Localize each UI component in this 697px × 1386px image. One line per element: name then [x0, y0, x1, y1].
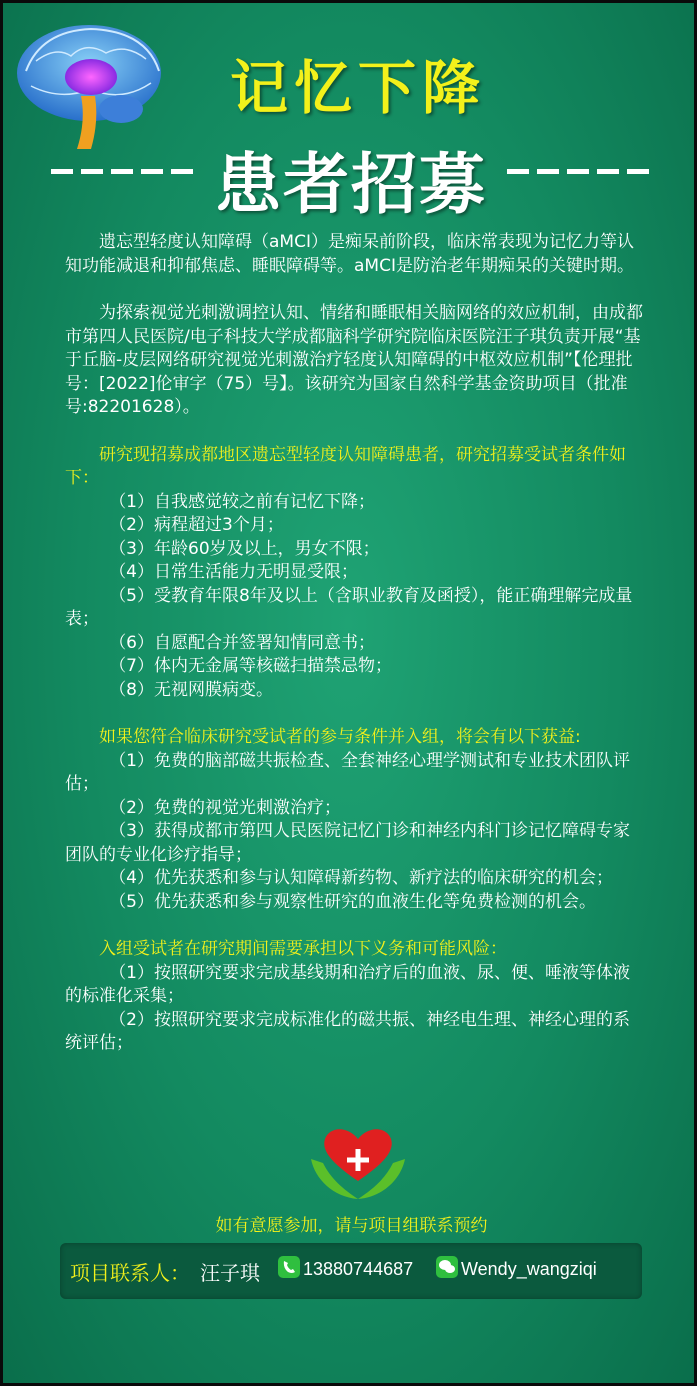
subtitle-row — [51, 131, 651, 223]
dash-divider — [51, 169, 73, 174]
criteria-item: （2）病程超过3个月； — [109, 515, 284, 535]
criteria-item: （7）体内无金属等核磁扫描禁忌物； — [109, 656, 393, 676]
criteria-item: （4）日常生活能力无明显受限； — [109, 562, 359, 582]
obligations-heading: 入组受试者在研究期间需要承担以下义务和可能风险： — [99, 939, 507, 959]
benefit-item: （5）优先获悉和参与观察性研究的血液生化等免费检测的机会。 — [109, 891, 597, 912]
criteria-item: （3）年龄60岁及以上，男女不限； — [109, 538, 380, 559]
phone-icon — [278, 1256, 300, 1278]
call-to-action: 如有意愿参加，请与项目组联系预约 — [215, 1216, 488, 1236]
dash-divider — [171, 169, 193, 174]
criteria-item: （6）自愿配合并签署知情同意书； — [109, 632, 376, 653]
criteria-heading: 研究现招募成都地区遗忘型轻度认知障碍患者，研究招募受试者条件如下： — [65, 444, 626, 488]
wechat-icon — [436, 1256, 458, 1278]
contact-name: 汪子琪 — [200, 1261, 260, 1285]
obligation-item: （2）按照研究要求完成标准化的磁共振、神经电生理、神经心理的系统评估； — [65, 1009, 631, 1053]
medical-hands-icon — [303, 1119, 413, 1207]
contact-phone[interactable]: 13880744687 — [303, 1259, 414, 1279]
criteria-item: （5）受教育年限8年及以上（含职业教育及函授），能正确理解完成量表； — [65, 585, 633, 629]
intro-paragraph: 遗忘型轻度认知障碍（aMCI）是痴呆前阶段，临床常表现为记忆力等认知功能减退和抑郁焦虑、睡眠障碍等。aMCI是防治老年期痴呆的关键时期。 — [65, 232, 634, 276]
dash-divider — [597, 169, 619, 174]
contact-bar — [60, 1243, 642, 1299]
obligation-item: （1）按照研究要求完成基线期和治疗后的血液、尿、便、唾液等体液的标准化采集； — [65, 962, 631, 1006]
dash-divider — [627, 169, 649, 174]
benefit-item: （4）优先获悉和参与认知障碍新药物、新疗法的临床研究的机会； — [109, 868, 614, 888]
dash-divider — [141, 169, 163, 174]
brain-icon — [11, 11, 171, 151]
background-paragraph: 为探索视觉光刺激调控认知、情绪和睡眠相关脑网络的效应机制，由成都市第四人民医院/电子科技大学成都脑科学研究院临床医院汪子琪负责开展“基于丘脑-皮层网络研究视觉光刺激治疗轻度认知障碍的中枢效应机制”【伦理批号：[2022]伦审字（75）号】。该研究为国家自然科学基金资助项目（批准号:82201628）。 — [65, 303, 643, 417]
poster-title: 记忆下降 — [229, 54, 486, 122]
benefit-item: （1）免费的脑部磁共振检查、全套神经心理学测试和专业技术团队评估； — [65, 750, 631, 794]
dash-divider — [111, 169, 133, 174]
benefit-item: （2）免费的视觉光刺激治疗； — [109, 797, 342, 818]
contact-wechat[interactable]: Wendy_wangziqi — [461, 1259, 597, 1279]
dash-divider — [507, 169, 529, 174]
benefits-heading: 如果您符合临床研究受试者的参与条件并入组，将会有以下获益: — [99, 727, 581, 747]
poster-subtitle: 患者招募 — [215, 146, 487, 223]
contact-label: 项目联系人： — [70, 1263, 190, 1285]
criteria-item: （1）自我感觉较之前有记忆下降； — [109, 491, 376, 512]
dash-divider — [537, 169, 559, 174]
benefit-item: （3）获得成都市第四人民医院记忆门诊和神经内科门诊记忆障碍专家团队的专业化诊疗指导； — [65, 821, 631, 865]
criteria-item: （8）无视网膜病变。 — [109, 679, 274, 700]
body-content — [65, 231, 645, 1056]
dash-divider — [567, 169, 589, 174]
dash-divider — [81, 169, 103, 174]
